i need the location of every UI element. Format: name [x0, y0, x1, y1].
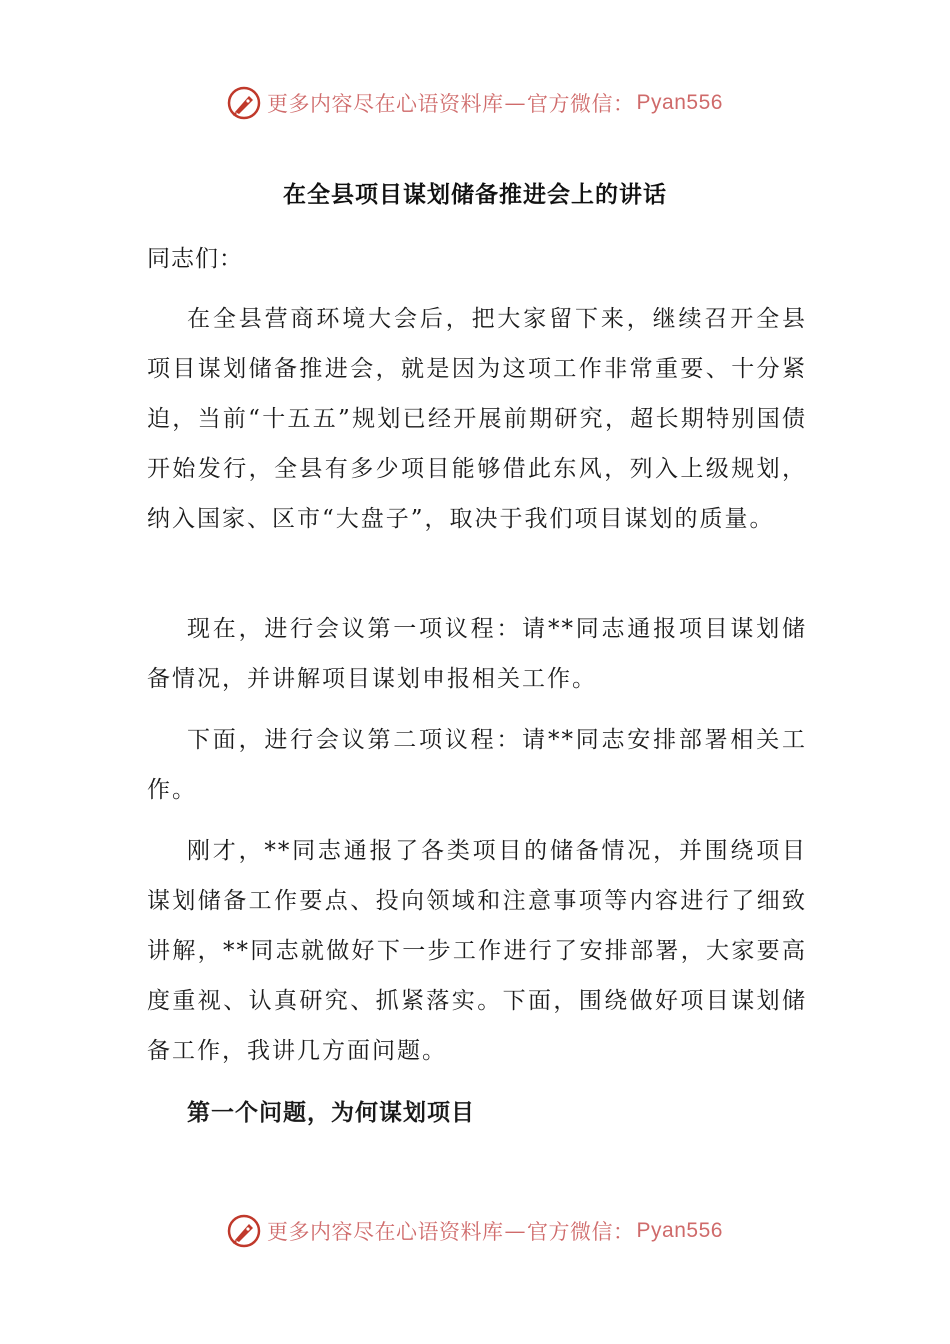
banner-wechat-label: 官方微信：	[527, 92, 635, 116]
salutation: 同志们：	[147, 246, 243, 272]
banner-separator: —	[504, 91, 527, 115]
paragraph-1: 在全县营商环境大会后，把大家留下来，继续召开全县项目谋划储备推进会，就是因为这项工作非常重要、十分紧迫，当前“十五五”规划已经开展前期研究，超长期特别国债开始发行，全县有多少项目能够借此东风，列入上级规划，纳入国家、区市“大盘子”，取决于我们项目谋划的质量。	[147, 306, 807, 532]
pen-nib-logo-icon	[227, 1214, 261, 1248]
section-heading: 第一个问题，为何谋划项目	[187, 1099, 475, 1126]
pen-nib-logo-icon	[227, 86, 261, 120]
paragraph-2: 现在，进行会议第一项议程：请**同志通报项目谋划储备情况，并讲解项目谋划申报相关工作。	[147, 616, 807, 692]
paragraph-3: 下面，进行会议第二项议程：请**同志安排部署相关工作。	[147, 727, 807, 803]
banner-text: 更多内容尽在心语资料库	[267, 1220, 504, 1244]
banner-separator: —	[504, 1219, 527, 1243]
header-banner	[0, 81, 950, 125]
banner-text: 更多内容尽在心语资料库	[267, 92, 504, 116]
banner-wechat-label: 官方微信：	[527, 1220, 635, 1244]
banner-wechat-id: Pyan556	[636, 91, 723, 114]
footer-banner	[0, 1209, 950, 1253]
paragraph-4: 刚才，**同志通报了各类项目的储备情况，并围绕项目谋划储备工作要点、投向领域和注意事项等内容进行了细致讲解，**同志就做好下一步工作进行了安排部署，大家要高度重视、认真研究、抓紧落实。下面，围绕做好项目谋划储备工作，我讲几方面问题。	[147, 838, 807, 1064]
banner-wechat-id: Pyan556	[636, 1219, 723, 1242]
document-title: 在全县项目谋划储备推进会上的讲话	[283, 181, 667, 208]
